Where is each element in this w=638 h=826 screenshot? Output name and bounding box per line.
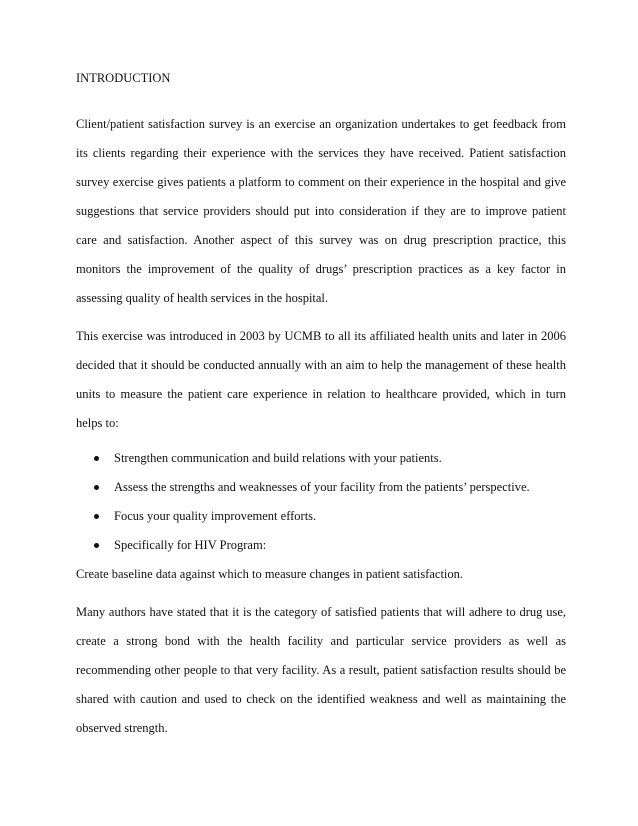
bullet-item — [76, 444, 566, 473]
bullet-list — [76, 444, 566, 560]
bullet-text: Specifically for HIV Program: — [114, 538, 267, 552]
bullet-icon — [94, 485, 99, 490]
bullet-icon — [94, 514, 99, 519]
bullet-item — [76, 502, 566, 531]
bullet-icon — [94, 543, 99, 548]
bullet-text: Assess the strengths and weaknesses of your facility from the patients’ perspective. — [114, 480, 530, 494]
section-heading: INTRODUCTION — [76, 71, 171, 85]
paragraph-baseline: Create baseline data against which to measure changes in patient satisfaction. — [76, 567, 464, 581]
bullet-item — [76, 473, 566, 502]
bullet-icon — [94, 456, 99, 461]
bullet-text: Focus your quality improvement efforts. — [114, 509, 317, 523]
bullet-item — [76, 531, 566, 560]
paragraph-background: This exercise was introduced in 2003 by UCMB to all its affiliated health units and later in 2006 decided that it should be conducted annually with an aim to help the management of these health units to measure the patient care experience in relation to healthcare provided, which in turn helps to: — [76, 329, 566, 430]
bullet-text: Strengthen communication and build relations with your patients. — [114, 451, 442, 465]
spacer — [76, 313, 566, 322]
paragraph-authors: Many authors have stated that it is the category of satisfied patients that will adhere to drug use, create a strong bond with the health facility and particular service providers as well as recommending other people to that very facility. As a result, patient satisfaction results should be shared with caution and used to check on the identified weakness and well as maintaining the observed strength. — [76, 605, 566, 735]
document-page — [76, 70, 566, 743]
spacer — [76, 589, 566, 598]
paragraph-intro: Client/patient satisfaction survey is an exercise an organization undertakes to get feedback from its clients regarding their experience with the services they have received. Patient satisfaction survey exercise gives patients a platform to comment on their experience in the hospital and give suggestions that service providers should put into consideration if they are to improve patient care and satisfaction. Another aspect of this survey was on drug prescription practice, this monitors the improvement of the quality of drugs’ prescription practices as a key factor in assessing quality of health services in the hospital. — [76, 117, 566, 305]
